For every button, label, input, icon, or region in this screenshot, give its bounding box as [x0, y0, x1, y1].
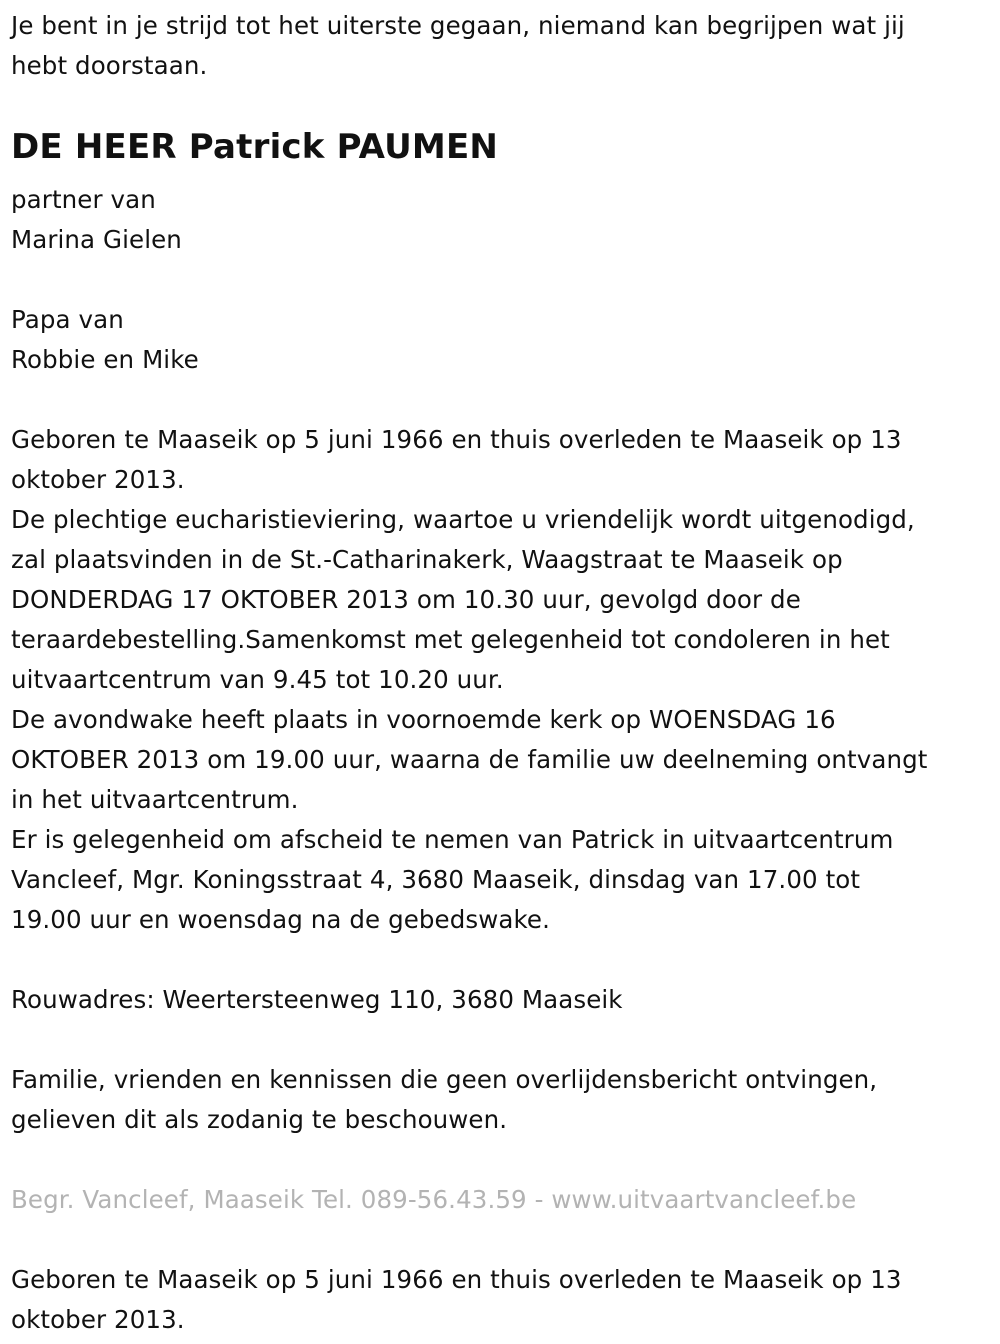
- motto-line: Je bent in je strijd tot het uiterste gegaan, niemand kan begrijpen wat jij: [11, 11, 905, 40]
- spacer: [11, 380, 996, 420]
- spacer: [11, 1220, 996, 1260]
- details-line: Er is gelegenheid om afscheid te nemen van Patrick in uitvaartcentrum: [11, 825, 894, 854]
- deceased-name-heading: DE HEER Patrick PAUMEN: [11, 127, 499, 167]
- spacer: [11, 1020, 996, 1060]
- details-line: Vancleef, Mgr. Koningsstraat 4, 3680 Maaseik, dinsdag van 17.00 tot: [11, 865, 861, 894]
- born-line: oktober 2013.: [11, 1305, 185, 1334]
- details-line: uitvaartcentrum van 9.45 tot 10.20 uur.: [11, 665, 504, 694]
- motto-line: hebt doorstaan.: [11, 51, 208, 80]
- details-line: Geboren te Maaseik op 5 juni 1966 en thuis overleden te Maaseik op 13: [11, 425, 902, 454]
- partner-name: Marina Gielen: [11, 225, 182, 254]
- partner-section: [11, 180, 996, 260]
- notice-section: [11, 1060, 996, 1140]
- obituary-notice: [11, 6, 996, 1340]
- born-repeat-section: [11, 1260, 996, 1340]
- details-line: zal plaatsvinden in de St.-Catharinakerk, Waagstraat te Maaseik op: [11, 545, 843, 574]
- parent-label: Papa van: [11, 305, 124, 334]
- notice-line: Familie, vrienden en kennissen die geen overlijdensbericht ontvingen,: [11, 1065, 878, 1094]
- spacer: [11, 260, 996, 300]
- parent-section: [11, 300, 996, 380]
- motto: [11, 6, 996, 86]
- details-line: De avondwake heeft plaats in voornoemde kerk op WOENSDAG 16: [11, 705, 836, 734]
- born-line: Geboren te Maaseik op 5 juni 1966 en thuis overleden te Maaseik op 13: [11, 1265, 902, 1294]
- details-line: DONDERDAG 17 OKTOBER 2013 om 10.30 uur, gevolgd door de: [11, 585, 801, 614]
- details-line: in het uitvaartcentrum.: [11, 785, 299, 814]
- funeral-home-contact: Begr. Vancleef, Maaseik Tel. 089-56.43.59 - www.uitvaartvancleef.be: [11, 1185, 857, 1214]
- partner-label: partner van: [11, 185, 156, 214]
- children-names: Robbie en Mike: [11, 345, 199, 374]
- details-line: oktober 2013.: [11, 465, 185, 494]
- details-line: 19.00 uur en woensdag na de gebedswake.: [11, 905, 550, 934]
- details-section: [11, 420, 996, 940]
- details-line: De plechtige eucharistieviering, waartoe u vriendelijk wordt uitgenodigd,: [11, 505, 915, 534]
- mourning-address: Rouwadres: Weertersteenweg 110, 3680 Maaseik: [11, 985, 623, 1014]
- details-line: OKTOBER 2013 om 19.00 uur, waarna de familie uw deelneming ontvangt: [11, 745, 928, 774]
- notice-line: gelieven dit als zodanig te beschouwen.: [11, 1105, 508, 1134]
- spacer: [11, 1140, 996, 1180]
- details-line: teraardebestelling.Samenkomst met gelegenheid tot condoleren in het: [11, 625, 890, 654]
- spacer: [11, 940, 996, 980]
